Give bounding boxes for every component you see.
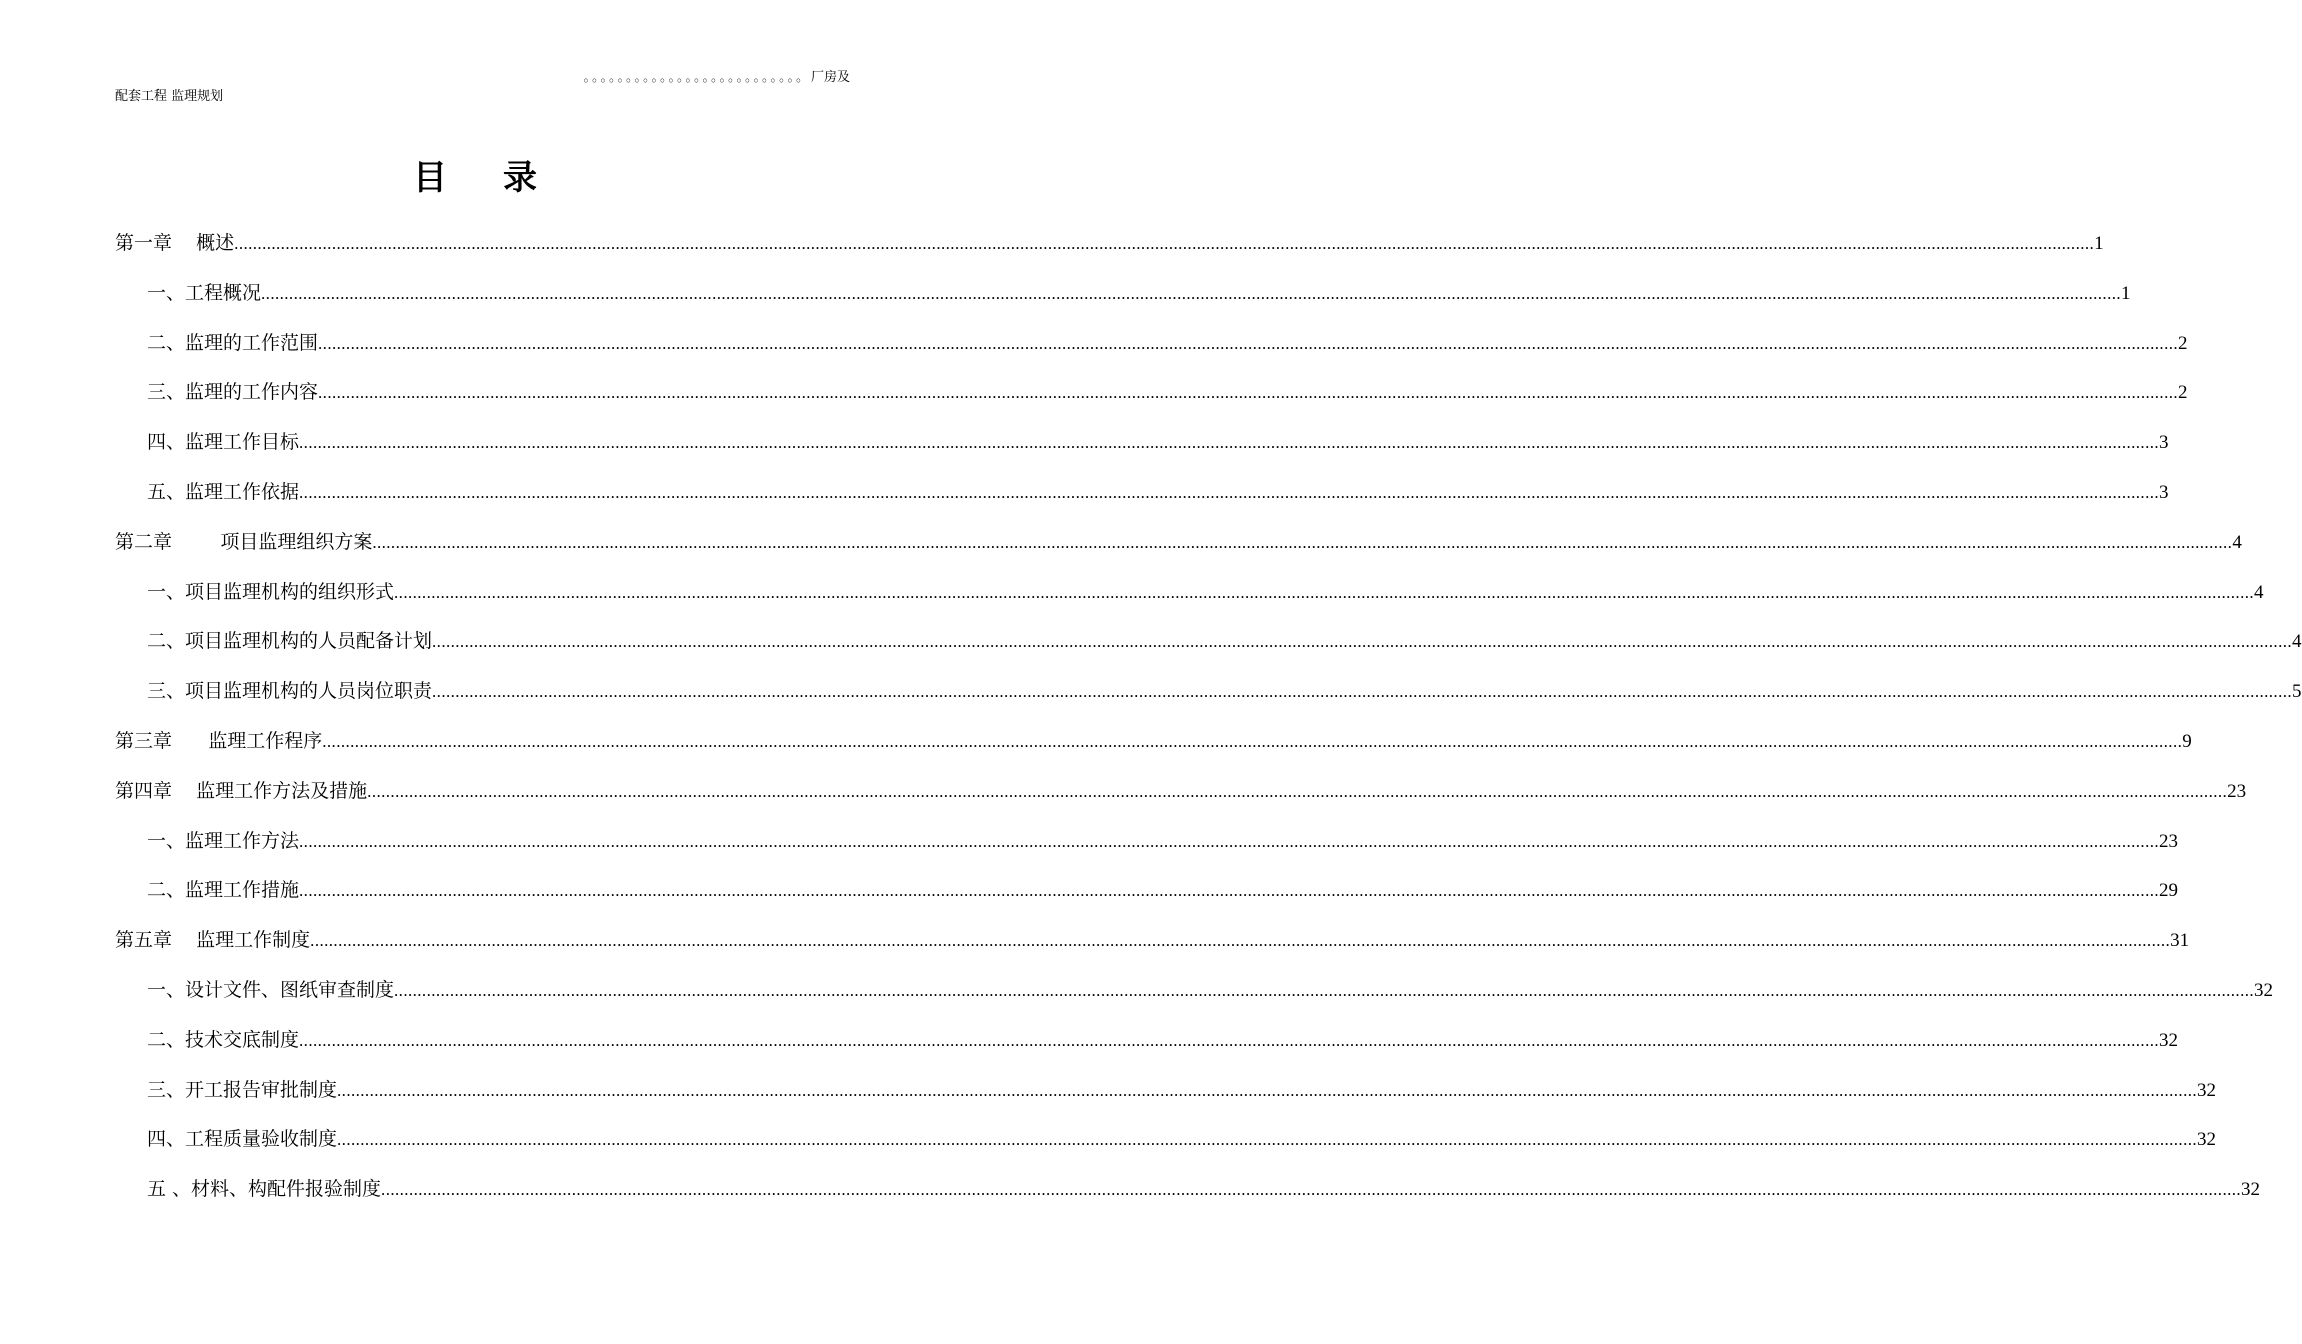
toc-page-number: 1 [2121,282,2131,304]
toc-page-number: 5 [2292,681,2302,703]
toc-page-number: 1 [2094,233,2104,254]
toc-dot-leader: ................................................................................................................................................................................................................................................................................................................................................................................................................ [432,632,2293,652]
page-title: 目录 [413,158,593,198]
toc-section-entry[interactable] [115,1166,2261,1216]
toc-dot-leader: ................................................................................................................................................................................................................................................................................................................................................................................................................ [299,433,2160,453]
toc-entry-label: 第三章 监理工作程序 [115,729,323,752]
toc-page-number: 2 [2178,332,2188,354]
toc-section-entry[interactable] [115,369,2188,419]
running-header-line2: 配套工程 监理规划 [115,89,224,104]
toc-entry-label: 第五章 监理工作制度 [115,929,311,952]
toc-dot-leader: ................................................................................................................................................................................................................................................................................................................................................................................................................ [318,383,2179,403]
toc-dot-leader: ................................................................................................................................................................................................................................................................................................................................................................................................................ [322,731,2183,751]
toc-entry-label: 二、监理的工作范围 [147,331,319,354]
table-of-contents [115,220,2302,1216]
toc-dot-leader: ................................................................................................................................................................................................................................................................................................................................................................................................................ [234,234,2095,253]
toc-entry-label: 二、项目监理机构的人员配备计划 [147,630,433,653]
toc-section-entry[interactable] [115,967,2274,1017]
toc-page-number: 32 [2197,1129,2217,1151]
toc-entry-label: 第四章 监理工作方法及措施 [115,779,368,802]
toc-page-number: 23 [2227,780,2247,802]
toc-section-entry[interactable] [115,867,2179,917]
toc-section-entry[interactable] [115,618,2302,668]
toc-section-entry[interactable] [115,1116,2217,1166]
toc-section-entry[interactable] [115,320,2188,370]
toc-entry-label: 三、项目监理机构的人员岗位职责 [147,680,433,703]
toc-page-number: 3 [2159,481,2169,503]
toc-page-number: 3 [2159,432,2169,454]
toc-section-entry[interactable] [115,419,2169,469]
toc-section-entry[interactable] [115,469,2169,519]
toc-page-number: 23 [2159,830,2179,852]
toc-dot-leader: ................................................................................................................................................................................................................................................................................................................................................................................................................ [432,682,2293,702]
toc-dot-leader: ................................................................................................................................................................................................................................................................................................................................................................................................................ [367,781,2228,801]
toc-page-number: 4 [2292,631,2302,653]
toc-chapter-entry[interactable] [115,718,2192,768]
toc-section-entry[interactable] [115,1017,2179,1067]
toc-entry-label: 二、技术交底制度 [147,1028,300,1051]
toc-dot-leader: ................................................................................................................................................................................................................................................................................................................................................................................................................ [299,482,2160,502]
toc-page-number: 9 [2182,730,2192,752]
toc-dot-leader: ................................................................................................................................................................................................................................................................................................................................................................................................................ [299,1030,2160,1050]
header-text-line1: 厂房及 [810,70,850,85]
toc-dot-leader: ................................................................................................................................................................................................................................................................................................................................................................................................................ [310,931,2171,951]
toc-chapter-entry[interactable] [115,917,2190,967]
toc-page-number: 32 [2159,1029,2179,1051]
toc-dot-leader: ................................................................................................................................................................................................................................................................................................................................................................................................................ [394,980,2255,1000]
toc-entry-label: 一、监理工作方法 [147,829,300,852]
toc-section-entry[interactable] [115,569,2264,619]
toc-dot-leader: ................................................................................................................................................................................................................................................................................................................................................................................................................ [337,1080,2198,1100]
toc-page-number: 2 [2178,382,2188,404]
toc-entry-label: 二、监理工作措施 [147,879,300,902]
toc-page-number: 32 [2241,1179,2261,1201]
running-header-line1 [440,66,850,85]
header-dot-leader: 。。。。。。。。。。。。。。。。。。。。。。。。。。 [583,70,811,85]
toc-page-number: 29 [2159,880,2179,902]
toc-dot-leader: ................................................................................................................................................................................................................................................................................................................................................................................................................ [372,532,2233,552]
toc-entry-label: 四、工程质量验收制度 [147,1128,338,1151]
toc-page-number: 4 [2254,581,2264,603]
toc-dot-leader: ................................................................................................................................................................................................................................................................................................................................................................................................................ [318,333,2179,353]
toc-dot-leader: ................................................................................................................................................................................................................................................................................................................................................................................................................ [299,831,2160,851]
toc-chapter-entry[interactable] [115,768,2247,818]
toc-page-number: 4 [2232,531,2242,553]
toc-entry-label: 一、项目监理机构的组织形式 [147,580,395,603]
toc-entry-label: 五 、材料、构配件报验制度 [147,1178,382,1201]
toc-section-entry[interactable] [115,668,2302,718]
toc-page-number: 32 [2197,1079,2217,1101]
toc-entry-label: 一、工程概况 [147,281,262,304]
toc-section-entry[interactable] [115,818,2179,868]
toc-entry-label: 第一章 概述 [115,232,235,254]
toc-dot-leader: ................................................................................................................................................................................................................................................................................................................................................................................................................ [299,881,2160,901]
toc-entry-label: 三、监理的工作内容 [147,381,319,404]
toc-dot-leader: ................................................................................................................................................................................................................................................................................................................................................................................................................ [394,582,2255,602]
toc-dot-leader: ................................................................................................................................................................................................................................................................................................................................................................................................................ [261,283,2122,303]
toc-dot-leader: ................................................................................................................................................................................................................................................................................................................................................................................................................ [381,1180,2242,1200]
toc-entry-label: 一、设计文件、图纸审查制度 [147,978,395,1001]
toc-section-entry[interactable] [115,1067,2217,1117]
toc-entry-label: 三、开工报告审批制度 [147,1078,338,1101]
toc-entry-label: 四、监理工作目标 [147,431,300,454]
toc-section-entry[interactable] [115,270,2131,320]
toc-entry-label: 五、监理工作依据 [147,480,300,503]
toc-dot-leader: ................................................................................................................................................................................................................................................................................................................................................................................................................ [337,1130,2198,1150]
toc-page-number: 32 [2254,979,2274,1001]
toc-page-number: 31 [2170,930,2190,952]
toc-entry-label: 第二章 项目监理组织方案 [115,530,373,553]
toc-chapter-entry[interactable] [115,220,2104,270]
toc-chapter-entry[interactable] [115,519,2242,569]
